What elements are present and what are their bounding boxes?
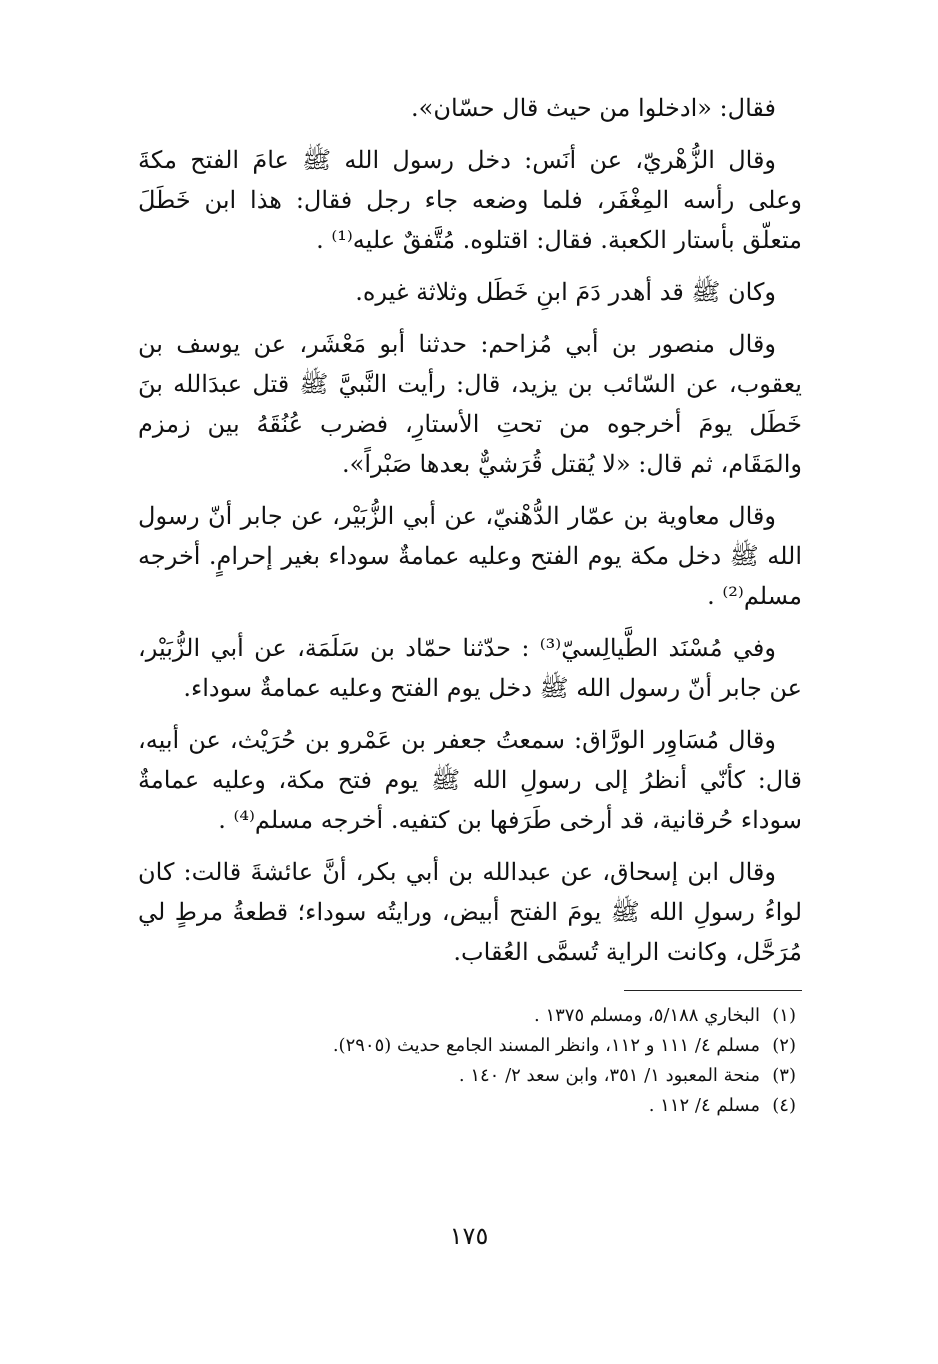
footnote-number: (٢): [772, 1035, 796, 1056]
paragraph: وقال مُسَاوِر الورَّاق: سمعتُ جعفر بن عَمْرو بن حُرَيْث، عن أبيه، قال: كأنّي أنظرُ إلى رسولِ الله ﷺ يوم فتح مكة، وعليه عمامةٌ سوداء حُرقانية، قد أرخى طَرَفها بن كتفيه. أخرجه مسلم⁽⁴⁾ .: [138, 726, 802, 834]
paragraph: وقال الزُّهْريّ، عن أنَس: دخل رسول الله ﷺ عامَ الفتح مكةَ وعلى رأسه المِغْفَر، فلما وضعه جاء رجل فقال: هذا ابن خَطَلَ متعلّق بأستار الكعبة. فقال: اقتلوه. مُتَّفقٌ عليه⁽¹⁾ .: [138, 146, 803, 254]
paragraph: وفي مُسْنَد الطَّيالِسيّ⁽³⁾ : حدّثنا حمّاد بن سَلَمَة، عن أبي الزُّبَيْر، عن جابر أنّ رسول الله ﷺ دخل يوم الفتح وعليه عمامةٌ سوداء.: [138, 634, 802, 702]
footnote: [138, 1031, 802, 1061]
footnote-text: منحة المعبود ١/ ٣٥١، وابن سعد ٢/ ١٤٠ .: [458, 1065, 760, 1086]
footnotes-list: [138, 1001, 802, 1121]
main-text: [138, 88, 802, 972]
footnote-text: مسلم ٤/ ١١١ و ١١٢، وانظر المسند الجامع حديث (٢٩٠٥).: [332, 1035, 760, 1056]
paragraph: فقال: «ادخلوا من حيث قال حسّان».: [411, 94, 776, 122]
footnote: [138, 1001, 802, 1031]
paragraph: وقال ابن إسحاق، عن عبدالله بن أبي بكر، أنَّ عائشةَ قالت: كان لواءُ رسولِ الله ﷺ يومَ الفتح أبيض، ورايتُه سوداء؛ قطعةُ مرطٍ لي مُرَحَّل، وكانت الراية تُسمَّى العُقاب.: [138, 858, 802, 966]
paragraph: وقال منصور بن أبي مُزاحم: حدثنا أبو مَعْشَر، عن يوسف بن يعقوب، عن السّائب بن يزيد، قال: رأيت النَّبيَّ ﷺ قتل عبدَالله بنَ خَطَل يومَ أخرجوه من تحتِ الأستارِ، فضرب عُنُقَهُ بين زمزم والمَقَام، ثم قال: «لا يُقتل قُرَشيٌّ بعدها صَبْراً».: [138, 330, 802, 478]
paragraph: وكان ﷺ قد أهدر دَمَ ابنِ خَطَل وثلاثة غيره.: [355, 278, 776, 306]
footnote-number: (٤): [772, 1095, 796, 1116]
footnote-divider: [624, 990, 802, 991]
page-body: [138, 88, 802, 1121]
footnote-text: مسلم ٤/ ١١٢ .: [648, 1095, 760, 1116]
footnote-number: (٣): [772, 1065, 796, 1086]
paragraph: وقال معاوية بن عمّار الدُّهْنيّ، عن أبي الزُّبَيْر، عن جابر أنّ رسول الله ﷺ دخل مكة يوم الفتح وعليه عمامةٌ سوداء بغير إحرامٍ. أخرجه مسلم⁽²⁾ .: [138, 502, 803, 610]
footnote: [138, 1061, 802, 1091]
page-number: ١٧٥: [449, 1222, 489, 1250]
footnote-text: البخاري ٥/١٨٨، ومسلم ١٣٧٥ .: [534, 1005, 760, 1026]
footnote: [138, 1091, 802, 1121]
footnote-number: (١): [772, 1005, 796, 1026]
